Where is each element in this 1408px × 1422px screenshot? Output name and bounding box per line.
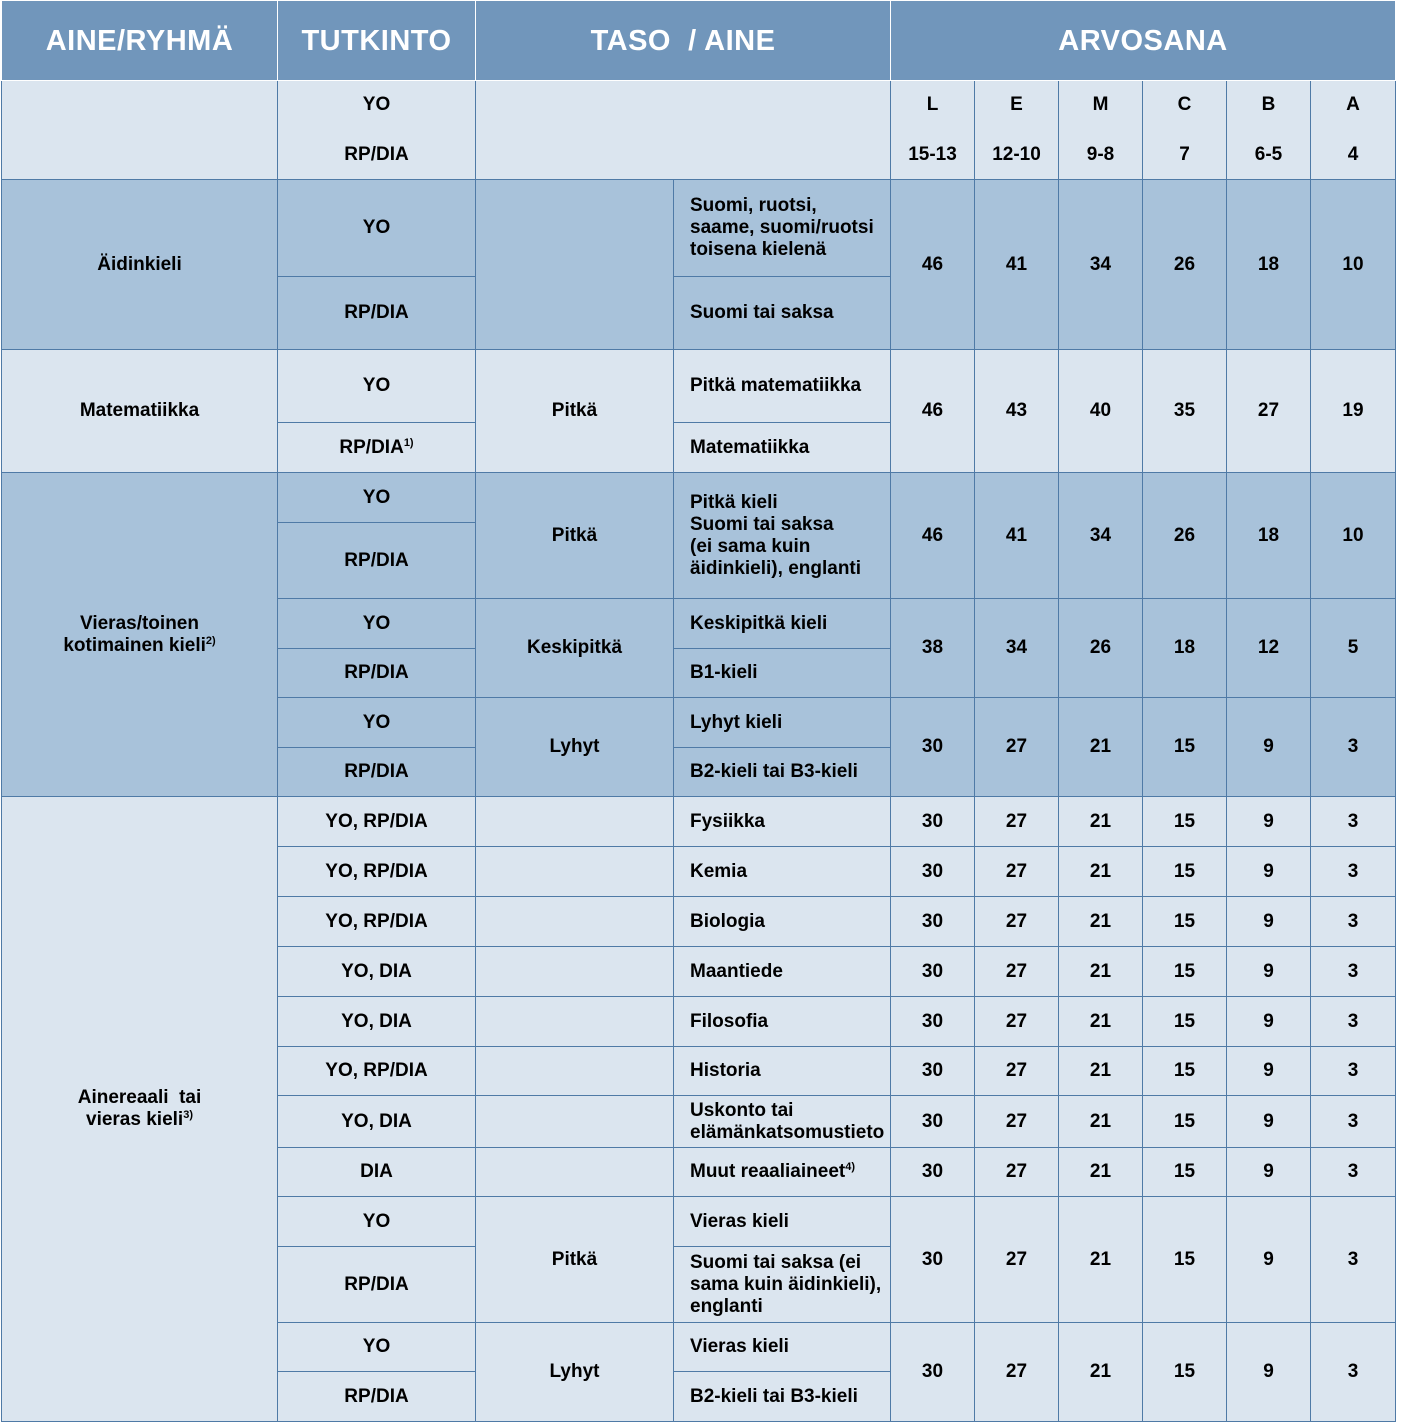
tutkinto-cell: YO [278, 1323, 476, 1372]
level-cell [476, 1148, 674, 1197]
table-row [2, 797, 1396, 847]
scale-tutkinto-rp: RP/DIA [278, 130, 476, 180]
points-cell: 27 [975, 1047, 1059, 1096]
points-cell: 21 [1059, 897, 1143, 947]
tutkinto-cell: RP/DIA [278, 649, 476, 698]
level-cell [476, 847, 674, 897]
points-cell: 26 [1143, 180, 1227, 350]
points-cell: 15 [1143, 947, 1227, 997]
grade-table [1, 0, 1396, 1422]
points-cell: 18 [1227, 180, 1311, 350]
grade-range: 12-10 [975, 130, 1059, 180]
group-aidinkieli: Äidinkieli [2, 180, 278, 350]
subject-cell: Vieras kieli [674, 1197, 891, 1247]
subject-cell: Keskipitkä kieli [674, 599, 891, 649]
points-cell: 3 [1311, 797, 1396, 847]
points-cell: 10 [1311, 180, 1396, 350]
subject-cell: Uskonto tai elämänkatsomustieto [674, 1096, 891, 1148]
points-cell: 30 [891, 1047, 975, 1096]
table-row [2, 473, 1396, 523]
points-cell: 27 [975, 997, 1059, 1047]
points-cell: 15 [1143, 698, 1227, 797]
points-cell: 3 [1311, 897, 1396, 947]
subject-cell: B2-kieli tai B3-kieli [674, 1372, 891, 1422]
points-cell: 30 [891, 997, 975, 1047]
subject-cell: Filosofia [674, 997, 891, 1047]
points-cell: 30 [891, 1323, 975, 1422]
group-text-line2 [2, 1109, 277, 1131]
points-cell: 30 [891, 947, 975, 997]
grade-letter: A [1311, 81, 1396, 130]
points-cell: 9 [1227, 847, 1311, 897]
grade-range: 15-13 [891, 130, 975, 180]
footnote-marker: 1) [403, 436, 414, 449]
subject-cell: Vieras kieli [674, 1323, 891, 1372]
level-cell [476, 797, 674, 847]
points-cell: 18 [1143, 599, 1227, 698]
points-cell: 30 [891, 797, 975, 847]
level-cell: Keskipitkä [476, 599, 674, 698]
subject-cell: Lyhyt kieli [674, 698, 891, 748]
points-cell: 3 [1311, 847, 1396, 897]
subject-line: Suomi tai saksa [690, 513, 834, 535]
header-aine-ryhma: AINE/RYHMÄ [2, 1, 278, 81]
table-row [2, 180, 1396, 277]
subject-cell: Pitkä matematiikka [674, 350, 891, 423]
subject-cell [674, 473, 891, 599]
tutkinto-cell: YO [278, 180, 476, 277]
table-row [2, 350, 1396, 423]
subject-cell: B1-kieli [674, 649, 891, 698]
points-cell: 21 [1059, 1096, 1143, 1148]
tutkinto-cell: YO, RP/DIA [278, 797, 476, 847]
points-cell: 15 [1143, 897, 1227, 947]
points-cell: 30 [891, 698, 975, 797]
group-ainereaali [2, 797, 278, 1422]
points-cell: 3 [1311, 947, 1396, 997]
points-cell: 9 [1227, 698, 1311, 797]
tutkinto-cell: RP/DIA [278, 1372, 476, 1422]
points-cell: 21 [1059, 698, 1143, 797]
subject-cell: Biologia [674, 897, 891, 947]
level-cell: Pitkä [476, 473, 674, 599]
points-cell: 15 [1143, 997, 1227, 1047]
points-cell: 30 [891, 847, 975, 897]
footnote-marker: 3) [183, 1109, 193, 1121]
subject-cell: Fysiikka [674, 797, 891, 847]
group-text-line2 [2, 635, 277, 657]
points-cell: 15 [1143, 847, 1227, 897]
points-cell: 9 [1227, 797, 1311, 847]
points-cell: 3 [1311, 1323, 1396, 1422]
points-cell: 34 [1059, 180, 1143, 350]
grade-letter: B [1227, 81, 1311, 130]
group-text: Vieras/toinen [80, 612, 199, 634]
grade-range: 7 [1143, 130, 1227, 180]
points-cell: 27 [975, 1197, 1059, 1323]
points-cell: 46 [891, 350, 975, 473]
grade-letter: L [891, 81, 975, 130]
tutkinto-cell: YO [278, 473, 476, 523]
points-cell: 46 [891, 473, 975, 599]
points-cell: 30 [891, 1096, 975, 1148]
header-taso-aine: TASO / AINE [476, 1, 891, 81]
points-cell: 27 [975, 698, 1059, 797]
level-cell: Lyhyt [476, 698, 674, 797]
points-cell: 9 [1227, 947, 1311, 997]
level-cell: Pitkä [476, 350, 674, 473]
points-cell: 15 [1143, 797, 1227, 847]
points-cell: 15 [1143, 1197, 1227, 1323]
points-cell: 27 [975, 797, 1059, 847]
tutkinto-cell: YO [278, 1197, 476, 1247]
subject-cell: Suomi tai saksa [674, 277, 891, 350]
points-cell: 43 [975, 350, 1059, 473]
group-text: Ainereaali tai [77, 1087, 202, 1108]
points-cell: 9 [1227, 1323, 1311, 1422]
subject-cell [674, 1148, 891, 1197]
points-cell: 30 [891, 1197, 975, 1323]
grade-letter: C [1143, 81, 1227, 130]
grade-letter: E [975, 81, 1059, 130]
points-cell: 27 [975, 947, 1059, 997]
tutkinto-cell: RP/DIA [278, 523, 476, 599]
points-cell: 9 [1227, 1197, 1311, 1323]
grade-range: 9-8 [1059, 130, 1143, 180]
points-cell: 3 [1311, 1148, 1396, 1197]
points-cell: 38 [891, 599, 975, 698]
tutkinto-cell: DIA [278, 1148, 476, 1197]
subject-line: Pitkä kieli [690, 491, 778, 513]
level-cell [476, 180, 674, 350]
subject-cell: Kemia [674, 847, 891, 897]
points-cell: 15 [1143, 1047, 1227, 1096]
scale-row-letters [2, 81, 1396, 130]
points-cell: 9 [1227, 1047, 1311, 1096]
group-matematiikka: Matematiikka [2, 350, 278, 473]
points-cell: 3 [1311, 698, 1396, 797]
points-cell: 34 [975, 599, 1059, 698]
points-cell: 10 [1311, 473, 1396, 599]
points-cell: 15 [1143, 1323, 1227, 1422]
points-cell: 9 [1227, 897, 1311, 947]
tutkinto-cell: YO [278, 350, 476, 423]
tutkinto-cell: RP/DIA [278, 1247, 476, 1323]
tutkinto-cell: RP/DIA [278, 277, 476, 350]
points-cell: 27 [975, 1323, 1059, 1422]
tutkinto-cell: YO [278, 698, 476, 748]
scale-tutkinto-yo: YO [278, 81, 476, 130]
level-cell [476, 897, 674, 947]
points-cell: 9 [1227, 1096, 1311, 1148]
header-arvosana: ARVOSANA [891, 1, 1396, 81]
points-cell: 27 [1227, 350, 1311, 473]
points-cell: 21 [1059, 1148, 1143, 1197]
points-cell: 26 [1143, 473, 1227, 599]
level-cell: Pitkä [476, 1197, 674, 1323]
points-cell: 35 [1143, 350, 1227, 473]
group-vieras-kieli [2, 473, 278, 797]
tutkinto-cell: YO, DIA [278, 997, 476, 1047]
level-cell [476, 997, 674, 1047]
points-cell: 26 [1059, 599, 1143, 698]
tutkinto-cell: YO, RP/DIA [278, 847, 476, 897]
level-cell [476, 1096, 674, 1148]
subject-cell: Historia [674, 1047, 891, 1096]
points-cell: 5 [1311, 599, 1396, 698]
tutkinto-cell: YO, RP/DIA [278, 1047, 476, 1096]
points-cell: 21 [1059, 997, 1143, 1047]
grade-range: 4 [1311, 130, 1396, 180]
subject-cell: Suomi, ruotsi, saame, suomi/ruotsi toisena kielenä [674, 180, 891, 277]
points-cell: 19 [1311, 350, 1396, 473]
points-cell: 21 [1059, 847, 1143, 897]
tutkinto-cell: YO, DIA [278, 1096, 476, 1148]
subject-cell: Matematiikka [674, 423, 891, 473]
points-cell: 18 [1227, 473, 1311, 599]
tutkinto-cell: YO, RP/DIA [278, 897, 476, 947]
points-cell: 9 [1227, 1148, 1311, 1197]
subject-cell: Maantiede [674, 947, 891, 997]
tutkinto-text: RP/DIA [339, 436, 404, 458]
scale-empty-level [476, 81, 891, 180]
points-cell: 27 [975, 1148, 1059, 1197]
tutkinto-cell: YO [278, 599, 476, 649]
points-cell: 27 [975, 1096, 1059, 1148]
points-cell: 27 [975, 897, 1059, 947]
points-cell: 41 [975, 180, 1059, 350]
points-cell: 3 [1311, 1047, 1396, 1096]
footnote-marker: 2) [205, 634, 216, 647]
tutkinto-cell: RP/DIA [278, 748, 476, 797]
level-cell [476, 947, 674, 997]
group-text: kotimainen kieli [63, 634, 206, 656]
grade-letter: M [1059, 81, 1143, 130]
points-cell: 21 [1059, 947, 1143, 997]
points-cell: 12 [1227, 599, 1311, 698]
footnote-marker: 4) [845, 1161, 855, 1173]
points-cell: 27 [975, 847, 1059, 897]
header-row [2, 1, 1396, 81]
points-cell: 15 [1143, 1096, 1227, 1148]
header-tutkinto: TUTKINTO [278, 1, 476, 81]
grade-range: 6-5 [1227, 130, 1311, 180]
points-cell: 9 [1227, 997, 1311, 1047]
points-cell: 34 [1059, 473, 1143, 599]
points-cell: 40 [1059, 350, 1143, 473]
level-cell: Lyhyt [476, 1323, 674, 1422]
tutkinto-cell: YO, DIA [278, 947, 476, 997]
points-cell: 3 [1311, 997, 1396, 1047]
subject-line: äidinkieli), englanti [690, 557, 862, 579]
subject-text: Muut reaaliaineet [690, 1161, 846, 1182]
points-cell: 21 [1059, 797, 1143, 847]
scale-empty-group [2, 81, 278, 180]
points-cell: 46 [891, 180, 975, 350]
points-cell: 15 [1143, 1148, 1227, 1197]
points-cell: 21 [1059, 1047, 1143, 1096]
subject-cell: B2-kieli tai B3-kieli [674, 748, 891, 797]
points-cell: 30 [891, 1148, 975, 1197]
tutkinto-cell [278, 423, 476, 473]
points-cell: 30 [891, 897, 975, 947]
points-cell: 3 [1311, 1096, 1396, 1148]
points-cell: 21 [1059, 1323, 1143, 1422]
group-text: vieras kieli [86, 1109, 184, 1130]
subject-line: (ei sama kuin [690, 535, 811, 557]
points-cell: 21 [1059, 1197, 1143, 1323]
points-cell: 41 [975, 473, 1059, 599]
level-cell [476, 1047, 674, 1096]
subject-cell: Suomi tai saksa (ei sama kuin äidinkieli), englanti [674, 1247, 891, 1323]
points-cell: 3 [1311, 1197, 1396, 1323]
